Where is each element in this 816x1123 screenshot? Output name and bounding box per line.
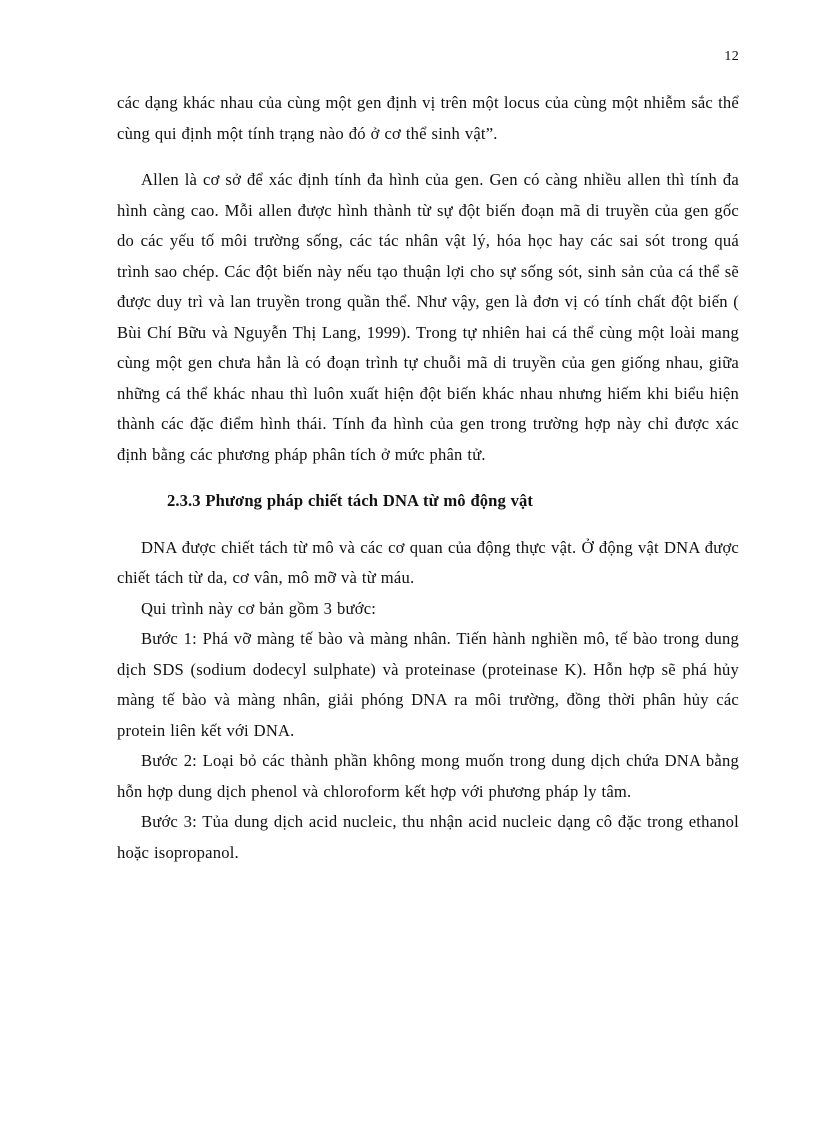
step-1-paragraph: Bước 1: Phá vỡ màng tế bào và màng nhân. Tiến hành nghiền mô, tế bào trong dung dịch SDS (sodium dodecyl sulphate) và proteinase (proteinase K). Hỗn hợp sẽ phá hủy màng tế bào và màng nhân, giải phóng DNA ra môi trường, đồng thời phân hủy các protein liên kết với DNA.: [117, 629, 739, 740]
step-3-paragraph: Bước 3: Tủa dung dịch acid nucleic, thu nhận acid nucleic dạng cô đặc trong ethanol hoặc isopropanol.: [117, 812, 739, 862]
page-content: [117, 88, 739, 868]
step-2-paragraph: Bước 2: Loại bỏ các thành phần không mong muốn trong dung dịch chứa DNA bằng hỗn hợp dung dịch phenol và chloroform kết hợp với phương pháp ly tâm.: [117, 751, 739, 801]
section-heading: 2.3.3 Phương pháp chiết tách DNA từ mô động vật: [167, 491, 534, 510]
page-number: 12: [724, 49, 739, 64]
dna-extraction-intro: DNA được chiết tách từ mô và các cơ quan của động thực vật. Ở động vật DNA được chiết tách từ da, cơ vân, mô mỡ và từ máu.: [117, 537, 739, 587]
continued-paragraph: các dạng khác nhau của cùng một gen định vị trên một locus của cùng một nhiễm sắc thể cùng qui định một tính trạng nào đó ở cơ thể sinh vật”.: [117, 93, 739, 143]
allele-paragraph: Allen là cơ sở để xác định tính đa hình của gen. Gen có càng nhiều allen thì tính đa hình càng cao. Mỗi allen được hình thành từ sự đột biến đoạn mã di truyền của gen gốc do các yếu tố môi trường sống, các tác nhân vật lý, hóa học hay các sai sót trong quá trình sao chép. Các đột biến này nếu tạo thuận lợi cho sự sống sót, sinh sản của cá thể sẽ được duy trì và lan truyền trong quần thể. Như vậy, gen là đơn vị có tính chất đột biến ( Bùi Chí Bữu và Nguyễn Thị Lang, 1999). Trong tự nhiên hai cá thể cùng một loài mang cùng một gen chưa hẳn là có đoạn trình tự chuỗi mã di truyền của gen giống nhau, giữa những cá thể khác nhau thì luôn xuất hiện đột biến khác nhau nhưng hiếm khi biểu hiện thành các đặc điểm hình thái. Tính đa hình của gen trong trường hợp này chỉ được xác định bằng các phương pháp phân tích ở mức phân tử.: [117, 170, 739, 464]
process-summary: Qui trình này cơ bản gồm 3 bước:: [141, 598, 377, 618]
